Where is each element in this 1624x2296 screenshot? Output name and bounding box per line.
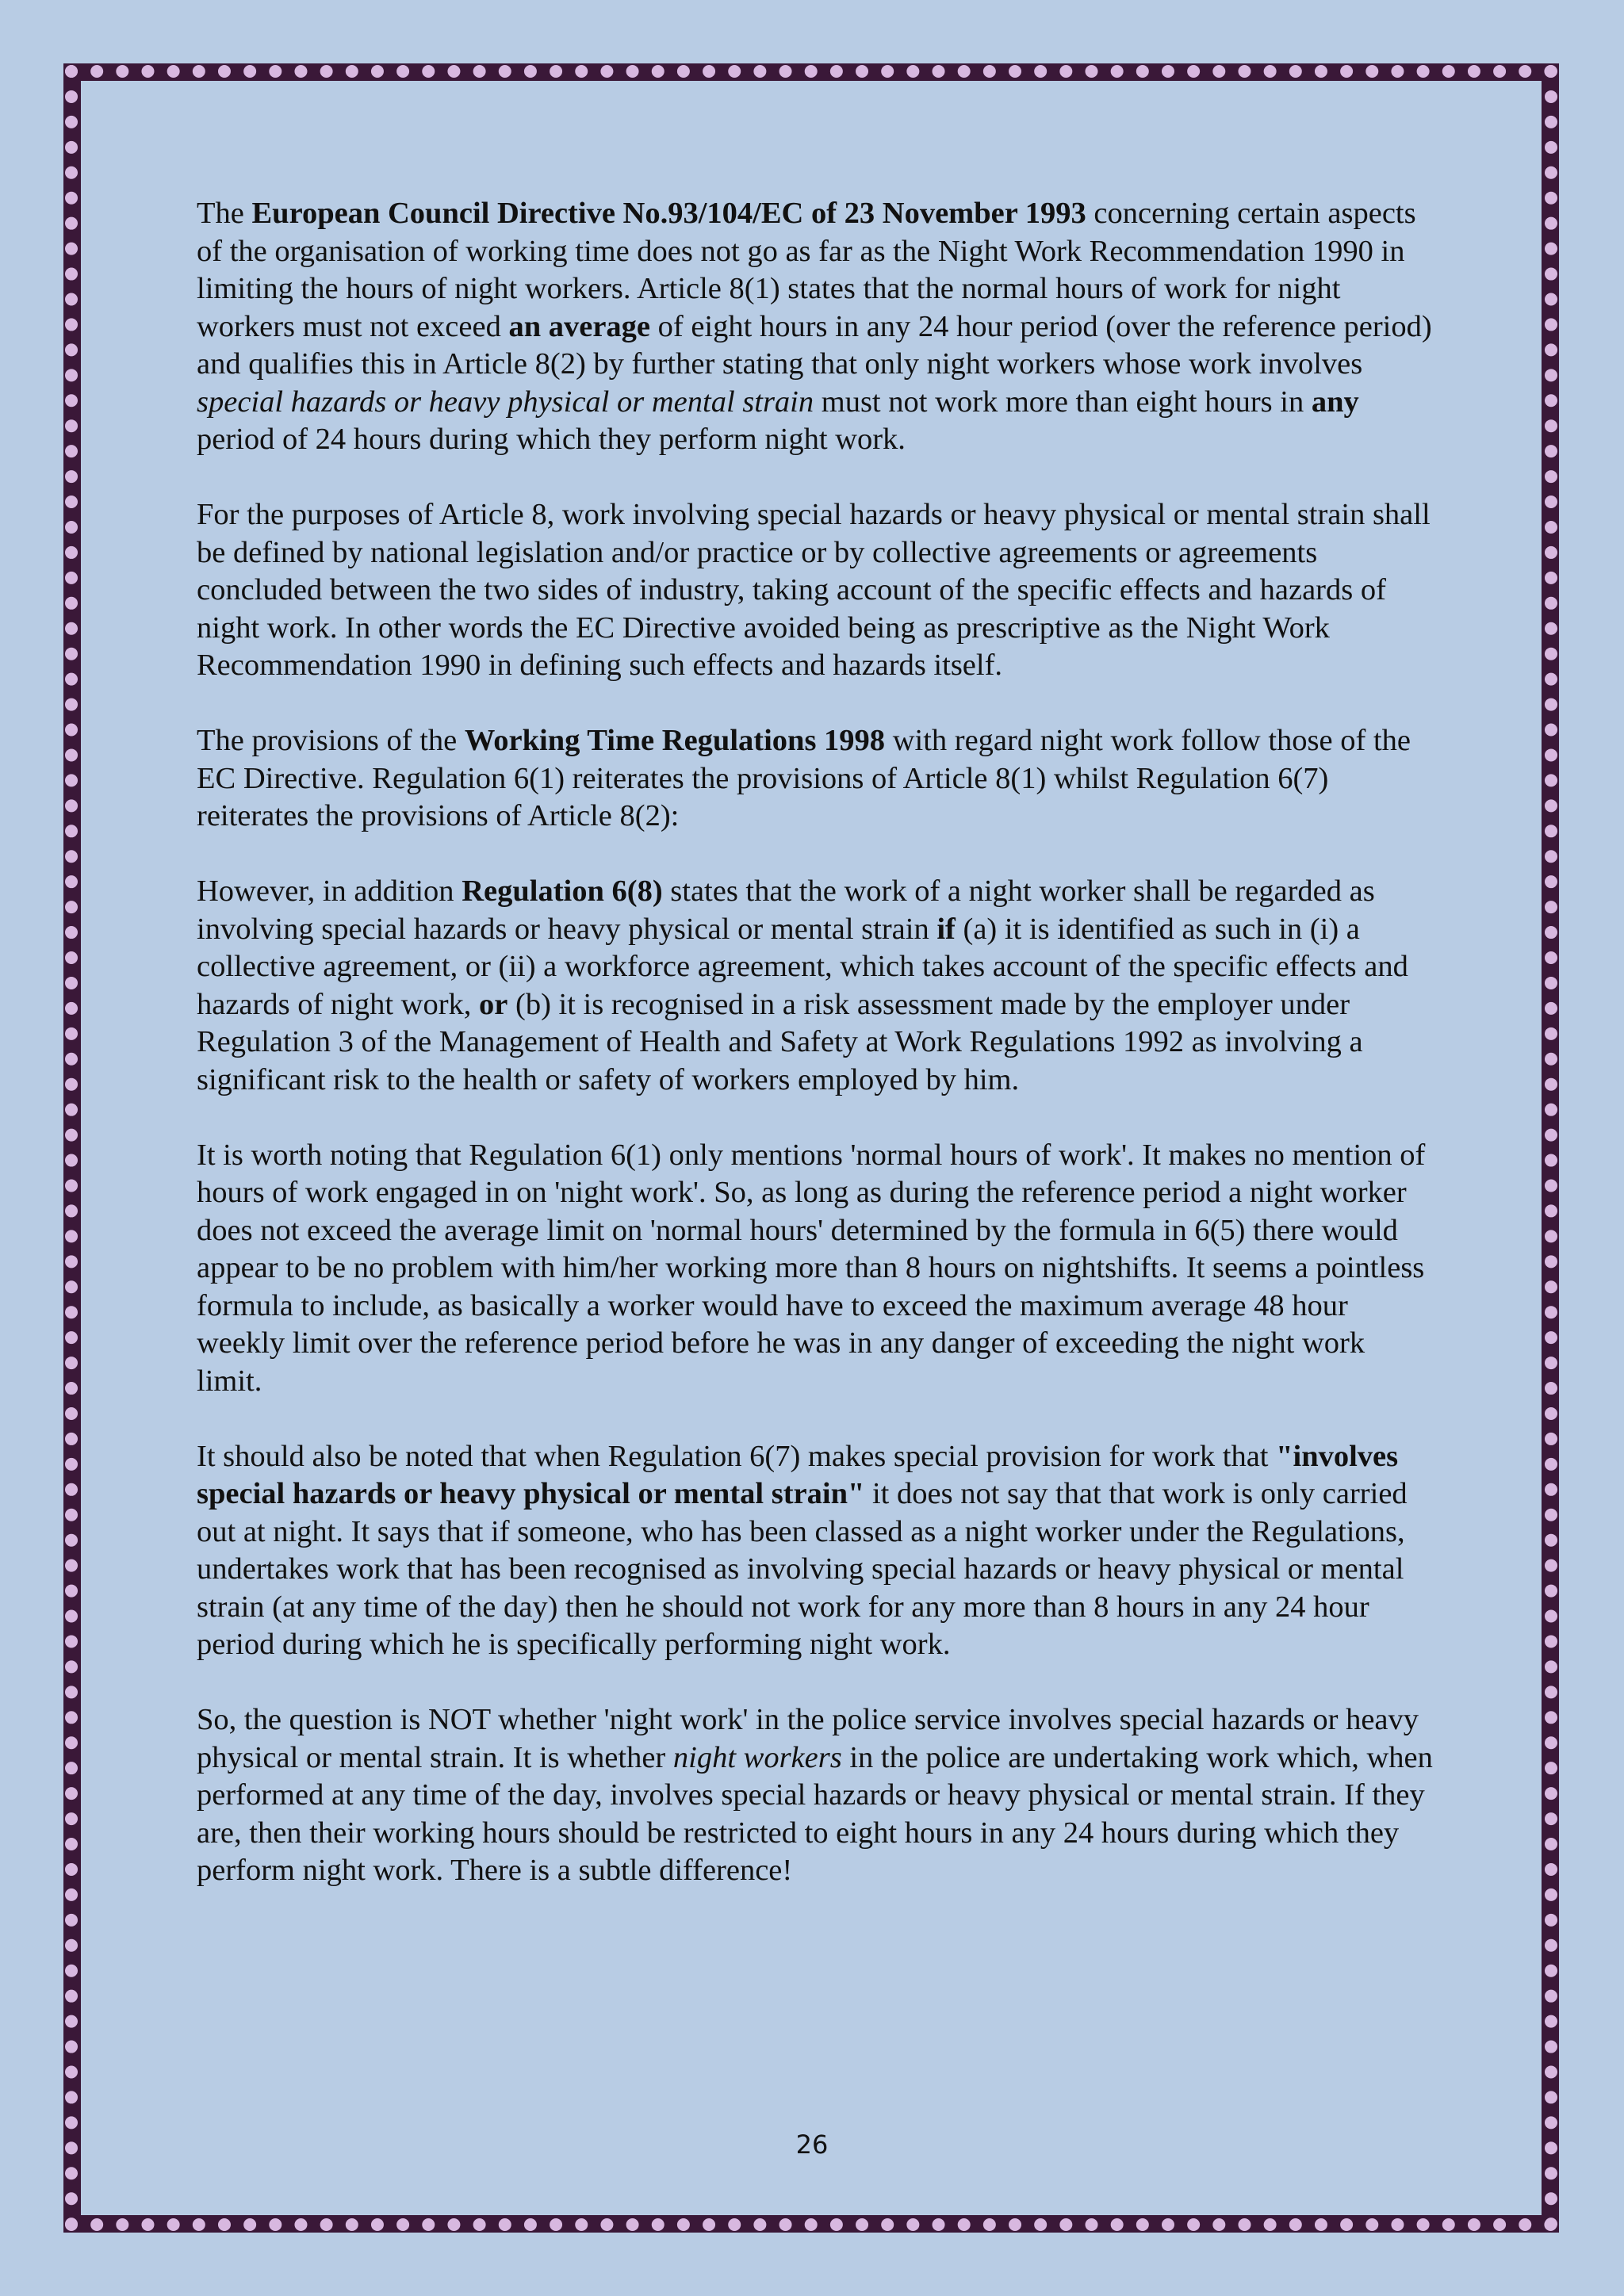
italic-text-run: special hazards or heavy physical or mental strain <box>197 385 814 419</box>
italic-text-run: night workers <box>672 1740 842 1774</box>
text-run: For the purposes of Article 8, work involving special hazards or heavy physical or mental strain shall be defined by national legislation and/or practice or by collective agreements or agreements concluded between the two sides of industry, taking account of the specific effects and hazards of night work. In other words the EC Directive avoided being as prescriptive as the Night Work Recommendation 1990 in defining such effects and hazards itself. <box>197 498 1431 682</box>
bold-text-run: an average <box>508 309 651 343</box>
bold-text-run: European Council Directive No.93/104/EC of 23 November 1993 <box>251 197 1086 230</box>
text-run: states that the work of a night worker shall be regarded as involving special hazards or heavy physical or mental strain <box>197 874 1375 946</box>
text-run: However, in addition <box>197 874 462 908</box>
text-run: (a) it is identified as such in (i) a collective agreement, or (ii) a workforce agreement, which takes account of the specific effects and hazards of night work, <box>197 912 1408 1021</box>
text-run: period of 24 hours during which they perform night work. <box>197 423 906 456</box>
text-run: with regard night work follow those of the EC Directive. Regulation 6(1) reiterates the provisions of Article 8(1) whilst Regulation 6(7) reiterates the provisions of Article 8(2): <box>197 724 1411 832</box>
page-number: 26 <box>795 2130 829 2160</box>
bold-text-run: if <box>936 912 956 946</box>
bold-text-run: or <box>479 987 508 1021</box>
bold-text-run: any <box>1311 385 1359 419</box>
text-run: It is worth noting that Regulation 6(1) only mentions 'normal hours of work'. It makes no mention of hours of work engaged in on 'night work'. So, as long as during the reference period a night worker does not exceed the average limit on 'normal hours' determined by the formula in 6(5) there would appear to be no problem with him/her working more than 8 hours on nightshifts. It seems a pointless formula to include, as basically a worker would have to exceed the maximum average 48 hour weekly limit over the reference period before he was in any danger of exceeding the night work limit. <box>197 1138 1426 1398</box>
text-run: concerning certain aspects of the organisation of working time does not go as far as the Night Work Recommendation 1990 in limiting the hours of night workers. Article 8(1) states that the normal hours of work for night workers must not exceed <box>197 197 1416 343</box>
text-run: it does not say that that work is only carried out at night. It says that if someone, who has been classed as a night worker under the Regulations, undertakes work that has been recognised as involving special hazards or heavy physical or mental strain (at any time of the day) then he should not work for any more than 8 hours in any 24 hour period during which he is specifically performing night work. <box>197 1477 1408 1661</box>
paragraph-1 <box>197 195 1434 459</box>
text-run: (b) it is recognised in a risk assessment made by the employer under Regulation 3 of the Management of Health and Safety at Work Regulations 1992 as involving a significant risk to the health or safety of workers employed by him. <box>197 987 1363 1096</box>
paragraph-2 <box>197 496 1434 685</box>
text-run: of eight hours in any 24 hour period (over the reference period) and qualifies this in Article 8(2) by further stating that only night workers whose work involves <box>197 309 1432 381</box>
paragraph-5 <box>197 1137 1434 1401</box>
text-run: It should also be noted that when Regulation 6(7) makes special provision for work that <box>197 1439 1277 1473</box>
text-run: The provisions of the <box>197 724 465 757</box>
bold-text-run: Working Time Regulations 1998 <box>464 724 886 757</box>
text-run: So, the question is NOT whether 'night work' in the police service involves special hazards or heavy physical or mental strain. It is whether <box>197 1703 1419 1774</box>
paragraph-4 <box>197 873 1434 1099</box>
bold-text-run: Regulation 6(8) <box>462 874 663 908</box>
paragraph-6 <box>197 1438 1434 1664</box>
text-run: in the police are undertaking work which, when performed at any time of the day, involves special hazards or heavy physical or mental strain. If they are, then their working hours should be restricted to eight hours in any 24 hours during which they perform night work. There is a subtle difference! <box>197 1740 1433 1887</box>
text-run: The <box>197 197 252 230</box>
document-body <box>197 195 1434 1927</box>
bold-text-run: "involves special hazards or heavy physical or mental strain" <box>197 1439 1399 1510</box>
paragraph-3 <box>197 722 1434 836</box>
text-run: must not work more than eight hours in <box>814 385 1312 419</box>
paragraph-7 <box>197 1701 1434 1890</box>
